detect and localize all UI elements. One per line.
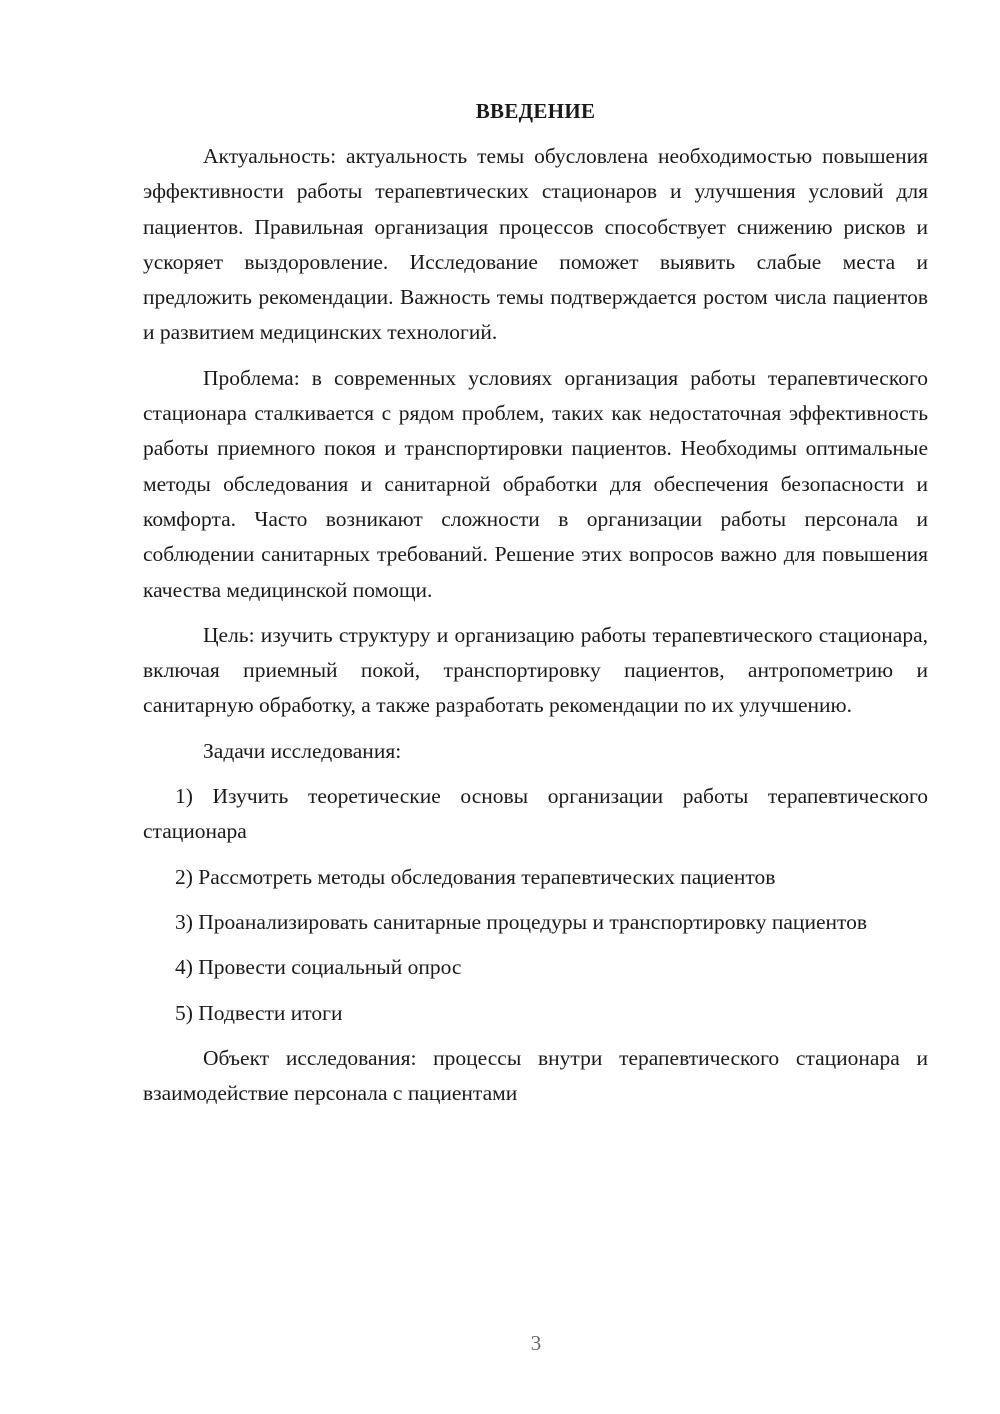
task-item: 1) Изучить теоретические основы организации работы терапевтического стационара — [143, 784, 928, 844]
page-number: 3 — [530, 1331, 542, 1355]
task-item: 3) Проанализировать санитарные процедуры и транспортировку пациентов — [175, 909, 868, 934]
paragraph-object: Объект исследования: процессы внутри терапевтического стационара и взаимодействие персонала с пациентами — [143, 1045, 928, 1106]
page-title: ВВЕДЕНИЕ — [475, 99, 596, 123]
paragraph-goal: Цель: изучить структуру и организацию работы терапевтического стационара, включая приемный покой, транспортировку пациентов, антропометрию и санитарную обработку, а также разработать рекомендации по их улучшению. — [143, 622, 928, 718]
task-item: 5) Подвести итоги — [175, 1000, 343, 1025]
page-content — [143, 94, 928, 1111]
tasks-heading: Задачи исследования: — [203, 738, 402, 763]
paragraph-problem: Проблема: в современных условиях организация работы терапевтического стационара сталкивается с рядом проблем, таких как недостаточная эффективность работы приемного покоя и транспортировки пациентов. Необходимы оптимальные методы обследования и санитарной обработки для обеспечения безопасности и комфорта. Часто возникают сложности в организации работы персонала и соблюдении санитарных требований. Решение этих вопросов важно для повышения качества медицинской помощи. — [143, 365, 928, 602]
paragraph-relevance: Актуальность: актуальность темы обусловлена необходимостью повышения эффективности работы терапевтических стационаров и улучшения условий для пациентов. Правильная организация процессов способствует снижению рисков и ускоряет выздоровление. Исследование поможет выявить слабые места и предложить рекомендации. Важность темы подтверждается ростом числа пациентов и развитием медицинских технологий. — [143, 144, 928, 345]
task-item: 4) Провести социальный опрос — [175, 955, 462, 980]
task-item: 2) Рассмотреть методы обследования терапевтических пациентов — [175, 864, 776, 889]
